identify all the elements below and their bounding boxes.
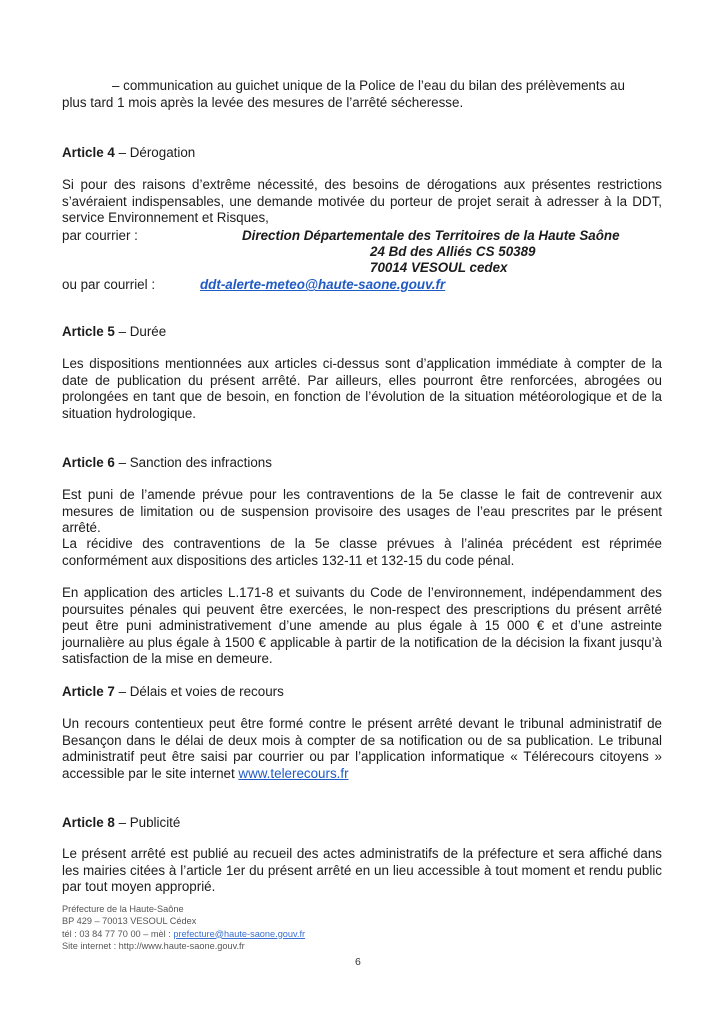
footer-line-2: BP 429 – 70013 VESOUL Cédex (62, 916, 197, 927)
article-6-paragraph-2: La récidive des contraventions de la 5e classe prévues à l’alinéa précédent est réprimée conformément aux dispositions des articles 132-11 et 132-15 du code pénal. (62, 536, 662, 568)
article-5-paragraph: Les dispositions mentionnées aux articles ci-dessus sont d’application immédiate à compter de la date de publication du présent arrêté. Par ailleurs, elles pourront être renforcées, abrogées ou prolongées en tant que de besoin, en fonction de l’évolution de la situation météorologique et de la situation hydrologique. (62, 356, 662, 421)
article-4-label: Article 4 (62, 145, 115, 160)
intro-line-1: – communication au guichet unique de la Police de l’eau du bilan des prélèvements au (112, 78, 625, 93)
address-line-3: 70014 VESOUL cedex (370, 260, 508, 275)
mail-label: par courrier : (62, 228, 138, 243)
article-5-heading (62, 324, 662, 341)
article-8-label: Article 8 (62, 815, 115, 830)
article-7-paragraph (62, 716, 662, 782)
ddt-email-link[interactable]: ddt-alerte-meteo@haute-saone.gouv.fr (200, 277, 446, 292)
article-8-heading (62, 815, 662, 832)
address-line-1: Direction Départementale des Territoires de la Haute Saône (242, 228, 620, 243)
email-label: ou par courriel : (62, 277, 156, 292)
article-6-title: – Sanction des infractions (114, 455, 272, 470)
prefecture-footer (62, 903, 305, 952)
article-4-paragraph: Si pour des raisons d’extrême nécessité, des besoins de dérogations aux présentes restrictions s’avéraient indispensables, une demande motivée du porteur de projet serait à adresser à la DDT, service Environnement et Risques, (62, 177, 662, 225)
article-6-label: Article 6 (62, 455, 115, 470)
article-8-title: – Publicité (114, 815, 181, 830)
footer-line-3 (62, 928, 305, 940)
article-4-heading (62, 145, 662, 162)
address-line-2: 24 Bd des Alliés CS 50389 (370, 244, 536, 259)
article-7-title: – Délais et voies de recours (114, 684, 284, 699)
footer-line-4: Site internet : http://www.haute-saone.gouv.fr (62, 940, 245, 951)
article-7-text: Un recours contentieux peut être formé contre le présent arrêté devant le tribunal administratif de Besançon dans le délai de deux mois à compter de sa notification ou de sa publication. Le tribunal administratif peut être saisi par courrier ou par l’application informatique « Télérecours citoyens » accessible par le site internet (62, 716, 662, 781)
telerecours-link[interactable]: www.telerecours.fr (238, 765, 349, 781)
article-6-heading (62, 455, 662, 472)
article-7-label: Article 7 (62, 684, 115, 699)
article-6-paragraph-1: Est puni de l’amende prévue pour les contraventions de la 5e classe le fait de contrevenir aux mesures de limitation ou de suspension provisoire des usages de l’eau prescrites par le présent arrêté. (62, 487, 662, 535)
page-number: 6 (355, 956, 361, 968)
article-6-paragraph-3: En application des articles L.171-8 et suivants du Code de l’environnement, indépendamment des poursuites pénales qui peuvent être exercées, le non-respect des prescriptions du présent arrêté peut être puni administrativement d’une amende au plus égale à 15 000 € et d’une astreinte journalière au plus égale à 1500 € applicable à partir de la notification de la décision la fixant jusqu’à satisfaction de la mise en demeure. (62, 585, 662, 666)
article-8-paragraph: Le présent arrêté est publié au recueil des actes administratifs de la préfecture et sera affiché dans les mairies citées à l’article 1er du présent arrêté en un lieu accessible à tout moment et rendu public par tout moyen approprié. (62, 846, 662, 894)
article-7-heading (62, 684, 662, 701)
article-5-title: – Durée (114, 324, 167, 339)
footer-phone: tél : 03 84 77 70 00 – mèl : (62, 928, 174, 939)
article-4-title: – Dérogation (114, 145, 196, 160)
footer-line-1: Préfecture de la Haute-Saône (62, 904, 184, 914)
article-5-label: Article 5 (62, 324, 115, 339)
footer-email-link[interactable]: prefecture@haute-saone.gouv.fr (173, 928, 306, 939)
intro-line-2: plus tard 1 mois après la levée des mesures de l’arrêté sécheresse. (62, 95, 464, 110)
